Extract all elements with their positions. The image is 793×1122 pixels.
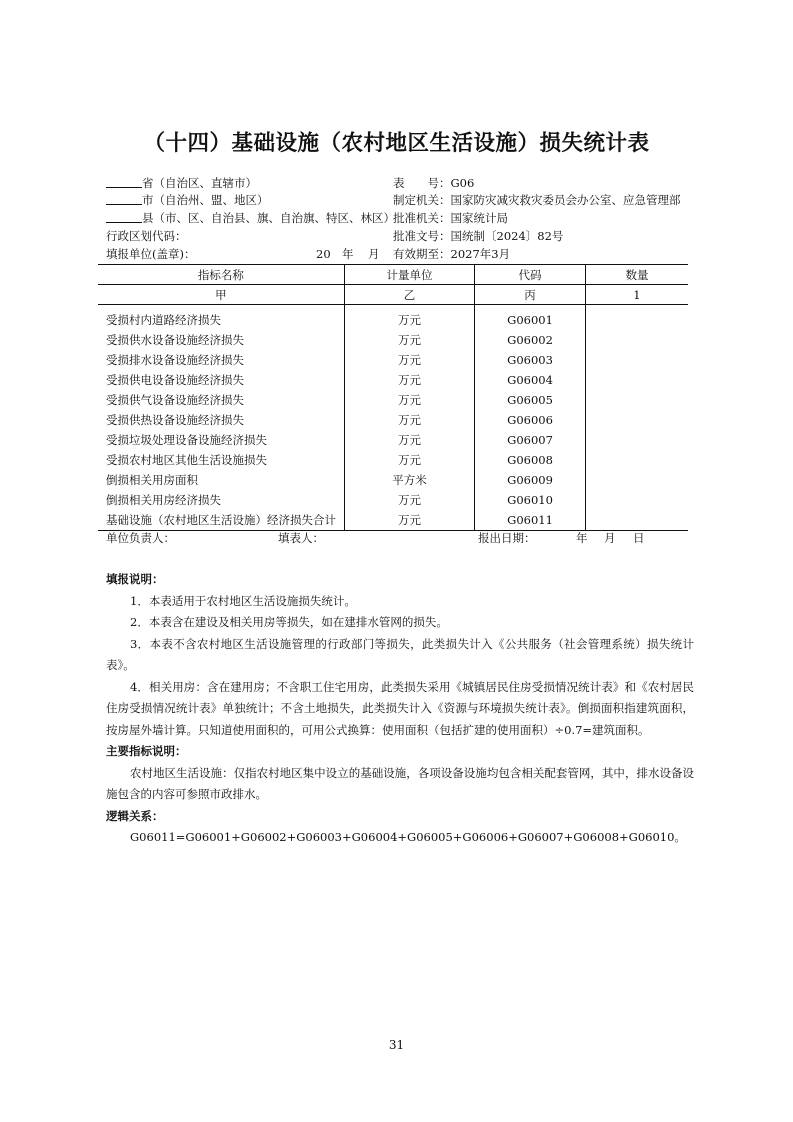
table-row [98,490,688,510]
quantity-cell[interactable] [585,370,688,390]
table-row [98,350,688,370]
indicator-unit: 万元 [344,510,474,531]
indicator-unit: 万元 [344,330,474,350]
table-row [98,430,688,450]
indicator-name: 受损供热设备设施经济损失 [106,413,244,427]
city-label: 市（自治州、盟、地区） [142,193,269,207]
approval-document: 批准文号：国统制〔2024〕82号 [393,229,564,243]
table-row [98,370,688,390]
approval-agency: 批准机关：国家统计局 [393,211,508,225]
indicator-unit: 万元 [344,410,474,430]
quantity-cell[interactable] [585,330,688,350]
indicator-name: 倒损相关用房经济损失 [106,493,221,507]
quantity-cell[interactable] [585,470,688,490]
county-line [106,211,395,225]
unit-head-label: 单位负责人： [106,531,175,545]
province-label: 省（自治区、直辖市） [142,176,257,190]
indicator-unit: 万元 [344,370,474,390]
instruction-item: 3．本表不含农村地区生活设施管理的行政部门等损失，此类损失计入《公共服务（社会管理系统）损失统计表》。 [106,636,694,672]
table-header-row [98,265,688,285]
report-date-year: 20 [316,247,331,261]
table-row [98,510,688,531]
indicator-unit: 万元 [344,350,474,370]
indicator-unit: 万元 [344,430,474,450]
report-date-year-unit: 年 [342,247,354,261]
column-mark-code: 丙 [475,285,586,305]
instruction-item: 4．相关用房：含在建用房；不含职工住宅用房，此类损失采用《城镇居民住房受损情况统计表》和《农村居民住房受损情况统计表》单独统计；不含土地损失，此类损失计入《资源与环境损失统计表》。倒损面积指建筑面积，按房屋外墙计算。只知道使用面积的，可用公式换算：使用面积（包括扩建的使用面积）÷0.7=建筑面积。 [106,679,694,737]
table-column-mark-row [98,285,688,305]
quantity-cell[interactable] [585,390,688,410]
indicator-name: 受损供电设备设施经济损失 [106,373,244,387]
footer-year-unit: 年 [576,531,588,545]
table-row [98,310,688,330]
instruction-item: 2．本表含在建设及相关用房等损失，如在建排水管网的损失。 [130,615,448,629]
indicator-unit: 万元 [344,450,474,470]
table-row [98,330,688,350]
province-line [106,176,257,190]
table-row [98,470,688,490]
loss-statistics-table [98,264,688,531]
footer-month-unit: 月 [604,531,616,545]
indicator-code: G06006 [475,410,586,430]
report-date-month-unit: 月 [368,247,380,261]
table-row [98,390,688,410]
column-header-indicator: 指标名称 [98,265,344,285]
indicator-name: 受损供水设备设施经济损失 [106,333,244,347]
instruction-item: 1．本表适用于农村地区生活设施损失统计。 [130,593,356,608]
division-code-label: 行政区划代码： [106,229,187,243]
indicator-name: 受损排水设备设施经济损失 [106,353,244,367]
reporting-unit-label: 填报单位(盖章)： [106,247,196,261]
quantity-cell[interactable] [585,450,688,470]
indicator-code: G06009 [475,470,586,490]
page-title: （十四）基础设施（农村地区生活设施）损失统计表 [143,131,650,156]
logic-formula: G06011=G06001+G06002+G06003+G06004+G06005+G06006+G06007+G06008+G06010。 [130,830,686,844]
indicator-code: G06003 [475,350,586,370]
indicator-name: 受损供气设备设施经济损失 [106,393,244,407]
footer-day-unit: 日 [633,531,645,545]
column-mark-unit: 乙 [344,285,474,305]
filler-label: 填表人： [278,531,324,545]
indicator-name: 倒损相关用房面积 [106,473,198,487]
city-blank[interactable] [106,193,142,205]
indicator-code: G06007 [475,430,586,450]
column-header-quantity: 数量 [585,265,688,285]
county-label: 县（市、区、自治县、旗、自治旗、特区、林区） [142,211,395,225]
quantity-cell[interactable] [585,310,688,330]
page-number: 31 [388,1038,405,1052]
quantity-cell[interactable] [585,490,688,510]
issuing-authority: 制定机关：国家防灾减灾救灾委员会办公室、应急管理部 [393,193,681,207]
table-row [98,410,688,430]
indicators-heading: 主要指标说明： [106,744,187,758]
table-number: 表 号：G06 [393,176,475,190]
indicator-explanation: 农村地区生活设施：仅指农村地区集中设立的基础设施，各项设备设施均包含相关配套管网，其中，排水设备设施包含的内容可参照市政排水。 [106,765,694,801]
indicator-code: G06002 [475,330,586,350]
indicator-name: 基础设施（农村地区生活设施）经济损失合计 [98,510,344,531]
indicator-code: G06001 [475,310,586,330]
county-blank[interactable] [106,211,142,223]
indicator-name: 受损村内道路经济损失 [106,313,221,327]
notes-section [106,569,694,849]
column-mark-indicator: 甲 [98,285,344,305]
table-row [98,450,688,470]
indicator-code: G06011 [475,510,586,531]
indicator-code: G06005 [475,390,586,410]
indicator-unit: 平方米 [344,470,474,490]
indicator-unit: 万元 [344,490,474,510]
quantity-cell[interactable] [585,510,688,531]
indicator-name: 受损农村地区其他生活设施损失 [106,453,267,467]
instructions-heading: 填报说明： [106,572,164,586]
indicator-code: G06004 [475,370,586,390]
city-line [106,193,269,207]
column-mark-quantity: 1 [585,285,688,305]
indicator-unit: 万元 [344,390,474,410]
valid-until: 有效期至：2027年3月 [393,247,511,261]
column-header-unit: 计量单位 [344,265,474,285]
indicator-name: 受损垃圾处理设备设施经济损失 [106,433,267,447]
quantity-cell[interactable] [585,410,688,430]
quantity-cell[interactable] [585,350,688,370]
column-header-code: 代码 [475,265,586,285]
indicator-code: G06010 [475,490,586,510]
report-date-label: 报出日期： [478,531,536,545]
logic-heading: 逻辑关系： [106,808,164,823]
quantity-cell[interactable] [585,430,688,450]
province-blank[interactable] [106,176,142,188]
indicator-unit: 万元 [344,310,474,330]
indicator-code: G06008 [475,450,586,470]
